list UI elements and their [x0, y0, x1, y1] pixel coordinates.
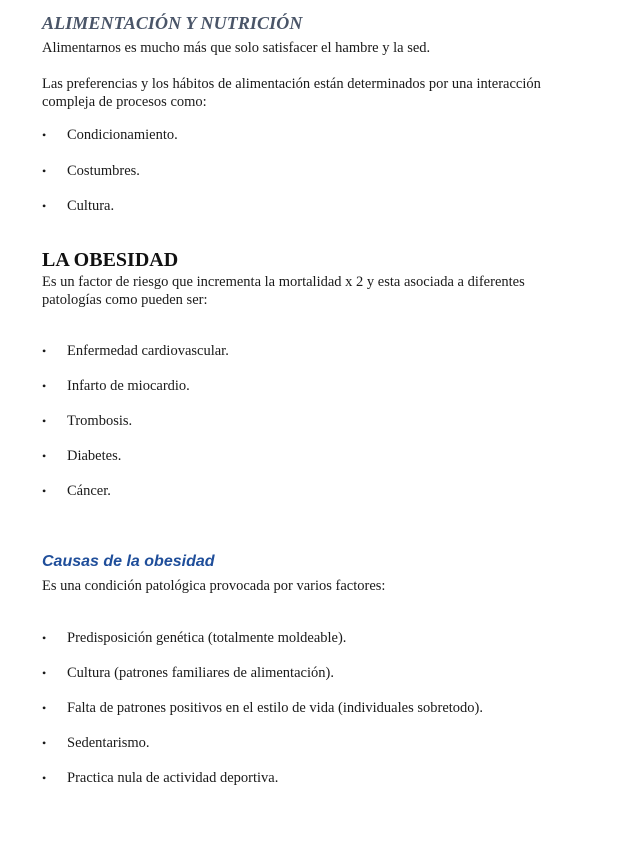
paragraph-preferencias: Las preferencias y los hábitos de alimentación están determinados por una interacción compleja de procesos como: [42, 76, 541, 110]
list-item-text: Condicionamiento. [67, 127, 178, 143]
list-item [42, 447, 121, 465]
bullet-icon: • [42, 199, 47, 213]
section-heading-causas: Causas de la obesidad [42, 553, 215, 570]
bullet-icon: • [42, 666, 47, 680]
list-item-text: Cultura. [67, 198, 115, 214]
list-item [42, 664, 334, 682]
list-item [42, 342, 229, 360]
section-heading-obesidad: LA OBESIDAD [42, 249, 179, 271]
bullet-icon: • [42, 164, 47, 178]
bullet-icon: • [42, 344, 47, 358]
list-item-text: Sedentarismo. [67, 735, 150, 751]
list-item [42, 482, 111, 500]
paragraph-obesidad: Es un factor de riesgo que incrementa la mortalidad x 2 y esta asociada a diferentes patologías como pueden ser: [42, 274, 525, 308]
list-item-text: Enfermedad cardiovascular. [67, 343, 229, 359]
list-item [42, 629, 346, 647]
list-item [42, 412, 132, 430]
list-item-text: Practica nula de actividad deportiva. [67, 770, 279, 786]
list-item [42, 734, 150, 752]
list-item [42, 126, 178, 144]
list-item-text: Infarto de miocardio. [67, 378, 190, 394]
bullet-icon: • [42, 128, 47, 142]
bullet-icon: • [42, 736, 47, 750]
list-item [42, 769, 278, 787]
paragraph-causas: Es una condición patológica provocada por varios factores: [42, 578, 386, 594]
list-item [42, 197, 114, 215]
bullet-icon: • [42, 414, 47, 428]
paragraph-intro: Alimentarnos es mucho más que solo satisfacer el hambre y la sed. [42, 40, 431, 56]
list-item-text: Falta de patrones positivos en el estilo de vida (individuales sobretodo). [67, 700, 483, 716]
list-item-text: Cáncer. [67, 483, 111, 499]
list-item [42, 377, 190, 395]
list-item-text: Diabetes. [67, 448, 122, 464]
list-item [42, 699, 483, 717]
list-item-text: Costumbres. [67, 163, 140, 179]
bullet-icon: • [42, 771, 47, 785]
list-item-text: Predisposición genética (totalmente moldeable). [67, 630, 347, 646]
bullet-icon: • [42, 484, 47, 498]
bullet-icon: • [42, 701, 47, 715]
list-item-text: Trombosis. [67, 413, 133, 429]
bullet-icon: • [42, 449, 47, 463]
list-item [42, 162, 140, 180]
bullet-icon: • [42, 379, 47, 393]
list-item-text: Cultura (patrones familiares de alimentación). [67, 665, 334, 681]
bullet-icon: • [42, 631, 47, 645]
section-heading-alimentacion: ALIMENTACIÓN Y NUTRICIÓN [42, 13, 303, 33]
